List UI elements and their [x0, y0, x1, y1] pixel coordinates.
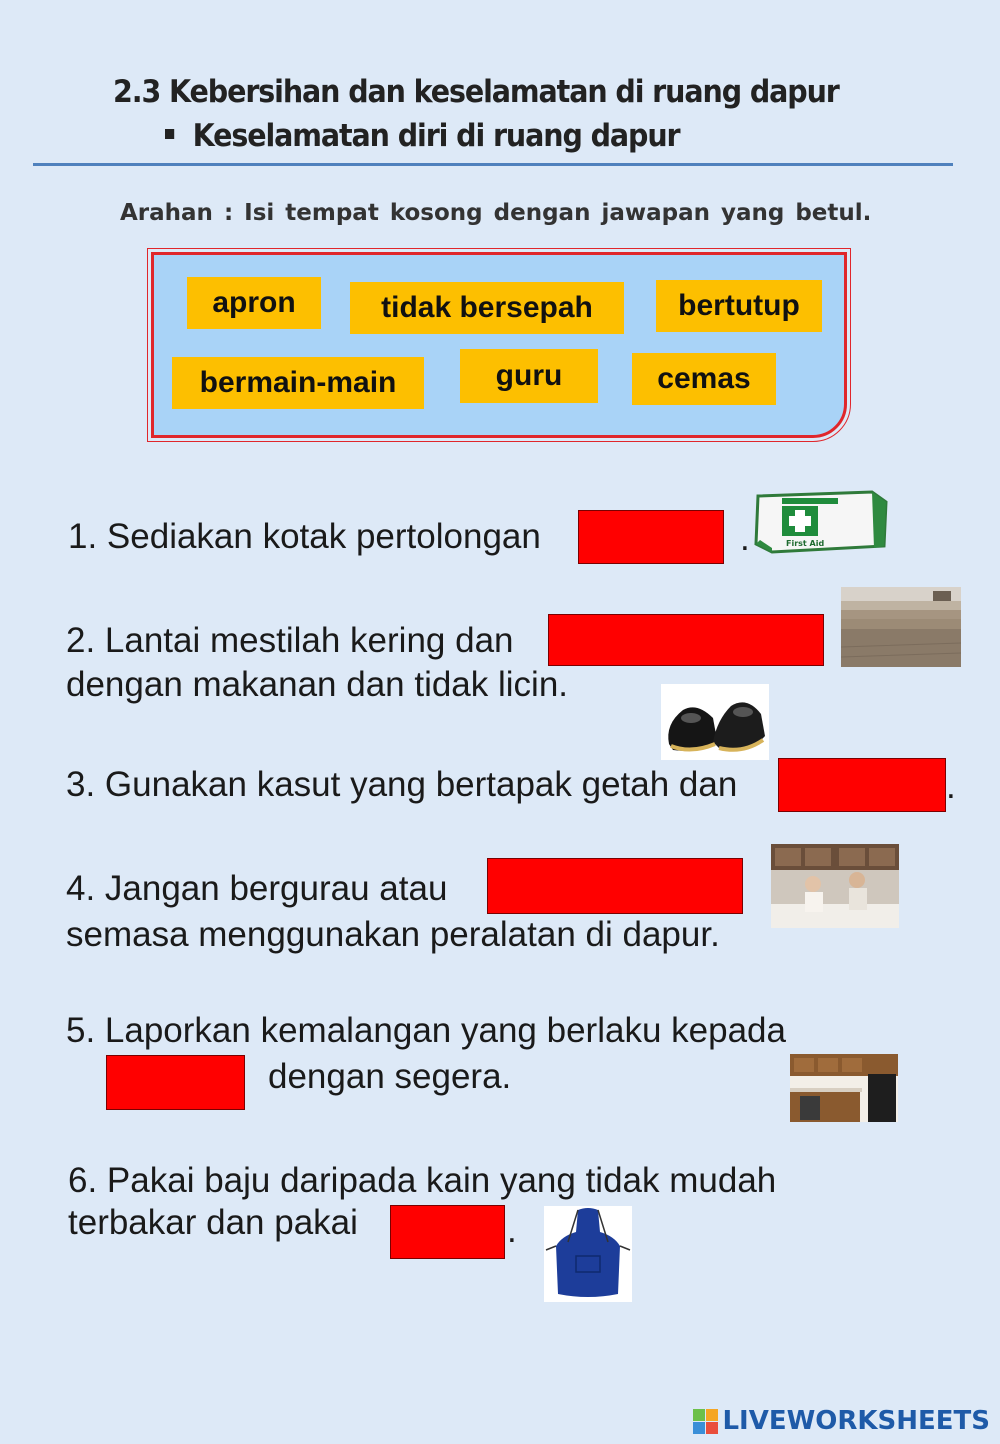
logo-text: LIVEWORKSHEETS — [722, 1406, 990, 1436]
question-4-line-2: semasa menggunakan peralatan di dapur. — [66, 915, 720, 954]
page-subtitle — [165, 118, 680, 154]
word-chip-apron[interactable]: apron — [187, 277, 321, 329]
question-5-line-1: 5. Laporkan kemalangan yang berlaku kepada — [66, 1011, 786, 1050]
apron-image — [544, 1206, 632, 1302]
stairs-floor-image — [841, 587, 961, 667]
word-chip-tidak-bersepah[interactable]: tidak bersepah — [350, 282, 624, 334]
page-title: 2.3 Kebersihan dan keselamatan di ruang dapur — [113, 74, 839, 110]
answer-blank-2[interactable] — [548, 614, 824, 666]
first-aid-label: First Aid — [786, 539, 825, 548]
question-4-line-1: 4. Jangan bergurau atau — [66, 869, 448, 908]
question-6-period: . — [507, 1211, 517, 1250]
question-1-text: 1. Sediakan kotak pertolongan — [68, 517, 541, 556]
question-5-line-2: dengan segera. — [268, 1057, 512, 1096]
question-6-line-2: terbakar dan pakai — [68, 1203, 358, 1242]
answer-blank-5[interactable] — [106, 1055, 245, 1110]
question-2-line-1: 2. Lantai mestilah kering dan — [66, 621, 514, 660]
instruction-text: Arahan : Isi tempat kosong dengan jawapan yang betul. — [120, 200, 872, 226]
question-1-period: . — [740, 519, 750, 558]
liveworksheets-logo-icon — [693, 1409, 718, 1434]
kitchen-image — [790, 1054, 898, 1122]
question-6-line-1: 6. Pakai baju daripada kain yang tidak mudah — [68, 1161, 777, 1200]
bullet-icon — [165, 129, 174, 139]
answer-blank-3[interactable] — [778, 758, 946, 812]
rubber-sole-shoes-image — [661, 684, 769, 760]
liveworksheets-logo — [693, 1406, 990, 1436]
answer-blank-4[interactable] — [487, 858, 743, 914]
subtitle-text: Keselamatan diri di ruang dapur — [192, 118, 680, 154]
question-3-text: 3. Gunakan kasut yang bertapak getah dan — [66, 765, 738, 804]
question-2-line-2: dengan makanan dan tidak licin. — [66, 665, 569, 704]
question-3-period: . — [946, 767, 956, 806]
word-chip-cemas[interactable]: cemas — [632, 353, 776, 405]
first-aid-kit-image — [752, 488, 892, 556]
children-playing-kitchen-image — [771, 844, 899, 928]
answer-blank-1[interactable] — [578, 510, 724, 564]
answer-blank-6[interactable] — [390, 1205, 505, 1259]
word-chip-bertutup[interactable]: bertutup — [656, 280, 822, 332]
word-chip-guru[interactable]: guru — [460, 349, 598, 403]
word-chip-bermain-main[interactable]: bermain-main — [172, 357, 424, 409]
header-divider — [33, 163, 953, 166]
